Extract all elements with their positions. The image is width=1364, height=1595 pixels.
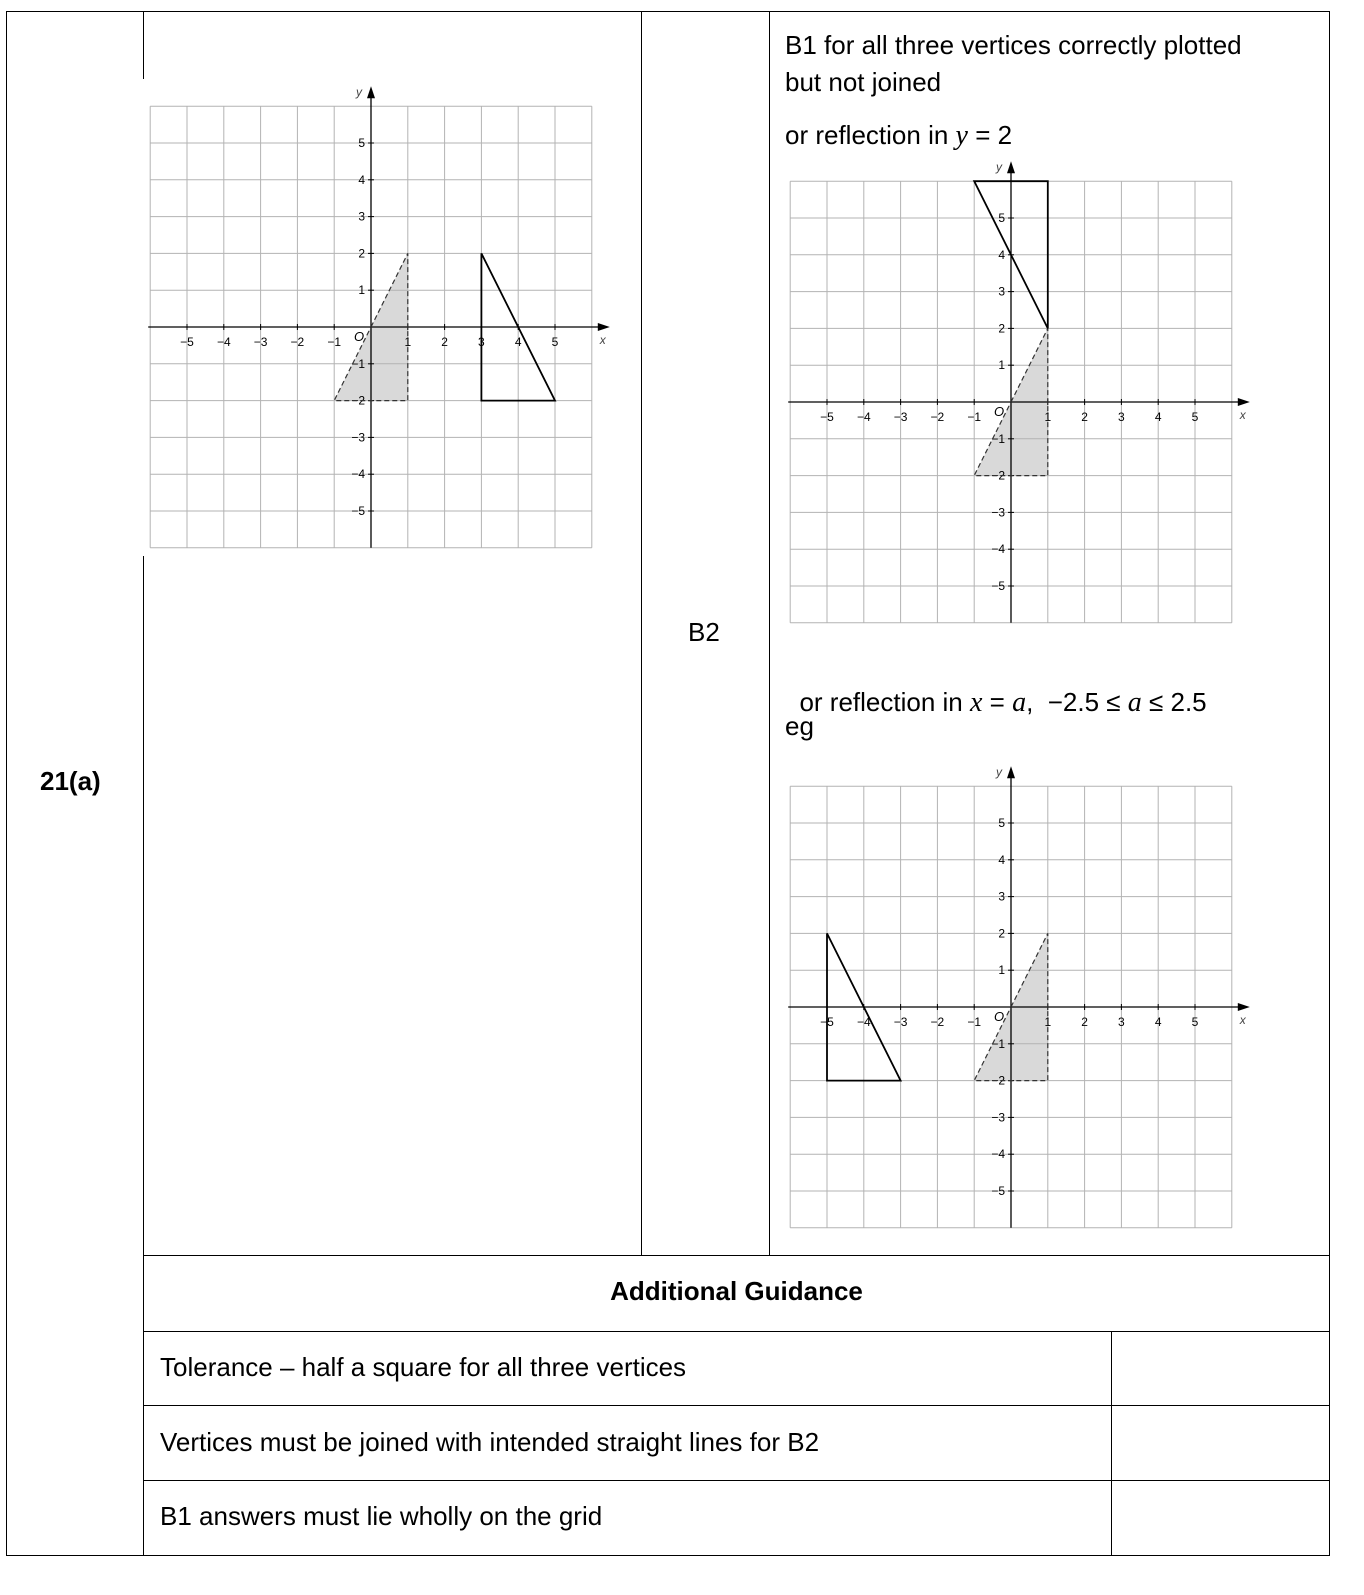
- mark-value: B2: [688, 617, 720, 647]
- guidance-row-border-1: [143, 1405, 1330, 1406]
- alt-reflection-x-a: a: [1012, 687, 1027, 718]
- guidance-row-border-2: [143, 1480, 1330, 1481]
- alt-reflection-y-suffix: = 2: [967, 120, 1013, 150]
- alt-reflection-x-variable: x: [969, 687, 983, 718]
- x-tick-label: 3: [478, 335, 485, 349]
- question-number: 21(a): [40, 766, 101, 796]
- y-tick-label: −2: [991, 1073, 1005, 1088]
- y-tick-label: −3: [351, 430, 365, 445]
- y-tick-label: −1: [351, 356, 365, 371]
- y-axis-label: y: [996, 765, 1002, 780]
- y-tick-label: −3: [991, 505, 1005, 520]
- table-right-border: [1329, 11, 1330, 1556]
- y-tick-label: 4: [998, 852, 1005, 867]
- y-axis-label: y: [356, 85, 362, 100]
- y-tick-label: −2: [351, 393, 365, 408]
- guidance-top-border: [143, 1255, 1330, 1256]
- x-tick-label: −4: [856, 410, 871, 424]
- y-axis-label: y: [996, 160, 1002, 175]
- x-tick-label: 2: [441, 335, 448, 349]
- x-tick-label: 2: [1081, 410, 1088, 424]
- y-tick-label: −4: [351, 467, 365, 482]
- x-tick-label: −4: [216, 335, 231, 349]
- y-tick-label: 1: [358, 283, 365, 298]
- mark-column-divider: [769, 11, 770, 1256]
- y-tick-label: 3: [998, 889, 1005, 904]
- x-tick-label: 5: [551, 335, 559, 349]
- y-tick-label: 3: [998, 284, 1005, 299]
- y-tick-label: 1: [998, 358, 1005, 373]
- guidance-row-3: B1 answers must lie wholly on the grid: [160, 1501, 603, 1531]
- alt-reflection-x-range-prefix: , −2.5 ≤: [1026, 687, 1128, 717]
- alt-reflection-x-equals: =: [982, 687, 1013, 717]
- answer-column-divider: [641, 11, 642, 1256]
- x-tick-label: 1: [1044, 1015, 1052, 1029]
- x-tick-label: 5: [1191, 410, 1199, 424]
- x-tick-label: 4: [1154, 1015, 1162, 1029]
- alt-reflection-y-text: [785, 119, 1012, 152]
- graph-alt-reflection-y: [780, 155, 1255, 635]
- y-axis-arrow: [1007, 766, 1015, 778]
- x-axis-label: x: [599, 333, 606, 347]
- y-axis-arrow: [1007, 161, 1015, 173]
- alt-reflection-x-text: [785, 654, 1207, 719]
- x-tick-label: 3: [1118, 410, 1125, 424]
- y-tick-label: 2: [998, 321, 1005, 336]
- alt-reflection-y-prefix: or reflection in: [785, 120, 956, 150]
- alt-reflection-x-range-suffix: ≤ 2.5: [1141, 687, 1207, 717]
- x-axis-label: x: [1239, 1013, 1246, 1027]
- y-tick-label: 3: [358, 209, 365, 224]
- y-tick-label: 4: [358, 172, 365, 187]
- y-tick-label: 4: [998, 247, 1005, 262]
- x-tick-label: 4: [514, 335, 522, 349]
- y-tick-label: −4: [991, 1147, 1005, 1162]
- x-tick-label: −2: [930, 410, 945, 424]
- b1-criteria-line2: but not joined: [785, 67, 942, 97]
- x-tick-label: −3: [893, 410, 908, 424]
- alt-reflection-x-prefix: or reflection in: [799, 687, 970, 717]
- y-tick-label: −1: [991, 431, 1005, 446]
- guidance-row-2: Vertices must be joined with intended straight lines for B2: [160, 1427, 820, 1457]
- origin-label: O: [994, 1009, 1005, 1024]
- x-axis-arrow: [598, 323, 610, 331]
- guidance-mark-column-divider: [1111, 1331, 1112, 1556]
- y-tick-label: 5: [998, 211, 1005, 225]
- y-tick-label: 2: [998, 926, 1005, 941]
- y-axis-arrow: [367, 86, 375, 98]
- y-tick-label: 1: [998, 963, 1005, 978]
- graph-alt-reflection-x: [780, 760, 1255, 1240]
- x-tick-label: −3: [253, 335, 268, 349]
- table-top-border: [6, 11, 1330, 12]
- y-tick-label: −2: [991, 468, 1005, 483]
- guidance-header-border: [143, 1331, 1330, 1332]
- alt-reflection-x-a2: a: [1127, 687, 1142, 718]
- x-tick-label: −5: [180, 335, 194, 349]
- x-tick-label: 5: [1191, 1015, 1199, 1029]
- x-tick-label: −3: [893, 1015, 908, 1029]
- x-tick-label: 4: [1154, 410, 1162, 424]
- y-tick-label: 5: [358, 136, 365, 150]
- origin-label: O: [994, 404, 1005, 419]
- x-tick-label: −2: [930, 1015, 945, 1029]
- x-tick-label: 2: [1081, 1015, 1088, 1029]
- x-tick-label: −2: [290, 335, 305, 349]
- x-axis-arrow: [1238, 1003, 1250, 1011]
- y-tick-label: −5: [351, 504, 365, 518]
- x-tick-label: −5: [820, 1015, 834, 1029]
- eg-label: eg: [785, 711, 814, 741]
- x-axis-label: x: [1239, 408, 1246, 422]
- y-tick-label: −5: [991, 579, 1005, 593]
- table-bottom-border: [6, 1555, 1330, 1556]
- y-tick-label: −3: [991, 1110, 1005, 1125]
- y-tick-label: −5: [991, 1184, 1005, 1198]
- y-tick-label: 2: [358, 246, 365, 261]
- x-axis-arrow: [1238, 398, 1250, 406]
- question-column-divider-lower: [143, 556, 144, 1556]
- x-tick-label: −4: [856, 1015, 871, 1029]
- b1-criteria-line1: B1 for all three vertices correctly plotted: [785, 30, 1242, 60]
- question-column-divider: [143, 11, 144, 79]
- y-tick-label: 5: [998, 816, 1005, 830]
- x-tick-label: 1: [404, 335, 412, 349]
- guidance-row-1: Tolerance – half a square for all three vertices: [160, 1352, 687, 1382]
- x-tick-label: −5: [820, 410, 834, 424]
- x-tick-label: 3: [1118, 1015, 1125, 1029]
- y-tick-label: −4: [991, 542, 1005, 557]
- origin-label: O: [354, 329, 365, 344]
- x-tick-label: −1: [327, 335, 342, 349]
- y-tick-label: −1: [991, 1036, 1005, 1051]
- table-left-border: [6, 11, 7, 1556]
- graph-answer: [140, 80, 615, 560]
- x-tick-label: 1: [1044, 410, 1052, 424]
- additional-guidance-header: Additional Guidance: [610, 1276, 863, 1306]
- x-tick-label: −1: [967, 1015, 982, 1029]
- alt-reflection-y-variable: y: [955, 120, 968, 151]
- x-tick-label: −1: [967, 410, 982, 424]
